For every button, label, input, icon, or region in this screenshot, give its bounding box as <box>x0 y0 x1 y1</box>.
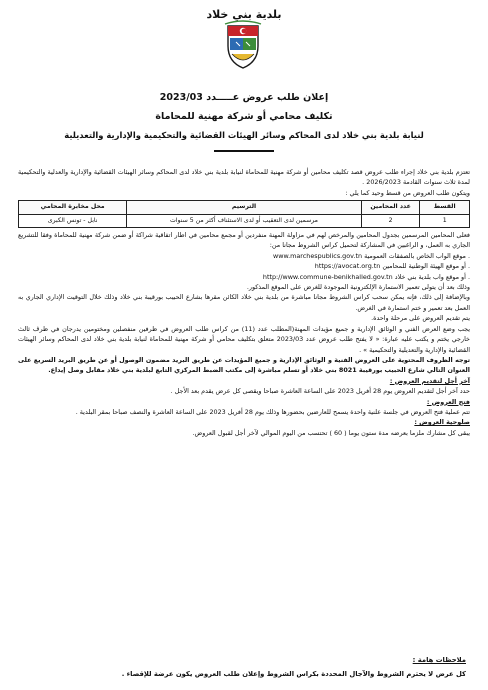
envelope-paragraph: يجب وضع العرض الفني و الوثائق الإدارية و جميع مؤيدات المهنة(المطلب عدد (11) من كراس طلب العروض في ظرفين منفصلين ومختومين يدرجان في ظرف ثالث خارجي يختم و يكتب عليه عبارة: « لا يفتح طلب عروض عدد 2023/03 متعلق بتكليف محامي أو شركة مهنية للمحاماة لنيابة بلدية بني خلاد لدى المحاكم وسائر الهيئات القضائية والإدارية والتعديلية والتحكيمية » . <box>18 324 470 354</box>
header-registration: الترسيم <box>127 201 362 214</box>
eligibility-paragraph: فعلى المحامين المرسمين بجدول المحامين والمرخص لهم في مزاولة المهنة منفردين أو مجمع محامين في اطار اتفاقية شراكة أو ضمن شركة مهنية للمحاماة وفقا للتشريع الجاري به العمل، و الراغبين في المشاركة لتحميل كراس الشروط مجانا من: <box>18 231 470 250</box>
cell-lot: 1 <box>420 214 470 227</box>
validity-heading: صلوحية العروض : <box>414 418 470 427</box>
deadline-heading: آخر أجل لتقديم العروض : <box>389 376 470 385</box>
municipality-header: بلدية بني خلاد <box>206 8 282 21</box>
announcement-title: إعلان طلب عروض عـــــدد 2023/03 <box>159 92 329 103</box>
cell-registration: مرسمين لدى التعقيب أو لدى الاستئناف أكثر من 5 سنوات <box>127 214 362 227</box>
lots-intro: ويتكون طلب العروض من قسط وحيد كما يلي : <box>345 188 470 197</box>
cell-lawyers-count: 2 <box>361 214 420 227</box>
site-marches-publics[interactable]: . موقع الواب الخاص بالصفقات العمومية www.marchespublics.gov.tn <box>273 251 470 260</box>
withdraw-paragraph: وبالإضافة إلى ذلك، فإنه يمكن سحب كراس الشروط مجانا مباشرة من بلدية بني خلاد الكائن مقرها بشارع الحبيب بورقيبة بني خلاد وذلك خلال التوقيت الإداري الجاري به العمل بعد تعمير و ختم استمارة في الغرض. <box>18 293 470 312</box>
lots-table <box>18 200 470 228</box>
table-row <box>19 214 470 227</box>
deadline-text: حدد آخر أجل لتقديم العروض يوم 28 أفريل 2023 على الساعة العاشرة صباحا ويقصى كل عرض يقدم بعد الأجل . <box>170 387 470 396</box>
opening-heading: فتح العروض : <box>426 397 470 406</box>
subject-title: تكليف محامي أو شركة مهنية للمحاماة <box>155 111 333 122</box>
header-lot: القسط <box>420 201 470 214</box>
header-lawyers-count: عدد المحامين <box>361 201 420 214</box>
intro-paragraph: تعتزم بلدية بني خلاد إجراء طلب عروض قصد تكليف محامين أو شركة مهنية للمحاماة لنيابة بلدية بني خلاد لدى المحاكم وسائر الهيئات القضائية والإدارية والعدلية والتحكيمية لمدة ثلاث سنوات القادمة 2026/2023 . <box>18 168 470 187</box>
table-header-row <box>19 201 470 214</box>
site-commune[interactable]: . أو موقع واب بلدية بني خلاد http://www.commune-benikhalled.gov.tn <box>262 272 470 281</box>
validity-text: يبقى كل مشارك ملزما بعرضه مدة ستون يوما ( 60 ) تحتسب من اليوم الموالي لآخر أجل لقبول العروض. <box>192 428 470 437</box>
cell-address: نابل - تونس الكبرى <box>19 214 127 227</box>
send-paragraph: توجه الظروف المحتوية على العروض الفنية و الوثائق الإدارية و جميع المؤيدات عن طريق البريد مضمون الوصول أو عن طريق البريد السريع على العنوان التالي شارع الحبيب بورقيبة 8021 بني خلاد أو تسلم مباشرة إلى مكتب الضبط المركزي التابع لبلدية بني خلاد مقابل وصل إيداع. <box>18 355 470 375</box>
form-paragraph: وذلك بعد أن يتولى تعمير الاستمارة الإلكترونية الموجودة للغرض على الموقع المذكور. <box>246 283 470 292</box>
opening-text: تتم عملية فتح العروض في جلسة علنية واحدة يسمح للعارضين بحضورها وذلك يوم 28 أفريل 2023 على الساعة العاشرة والنصف صباحا بمقر البلدية . <box>75 407 470 416</box>
notes-text: كل عرض لا يحترم الشروط والآجال المحددة بكراس الشروط وإعلان طلب العروض يكون عرضة للإقصاء . <box>121 670 466 678</box>
title-separator <box>214 150 274 152</box>
municipality-emblem-icon <box>224 20 262 70</box>
notes-heading: ملاحظات هامة : <box>412 656 466 664</box>
site-avocat[interactable]: . أو موقع الهيئة الوطنية للمحامين https://avocat.org.tn <box>314 262 470 271</box>
document-body <box>18 167 470 438</box>
scope-title: لنيابة بلدية بني خلاد لدى المحاكم وسائر الهيئات القضائية والتحكيمية والإدارية والتعديلية <box>64 130 424 140</box>
stage-paragraph: يتم تقديم العروض على مرحلة واحدة. <box>371 314 470 323</box>
header-address: محل مخابرة المحامي <box>19 201 127 214</box>
